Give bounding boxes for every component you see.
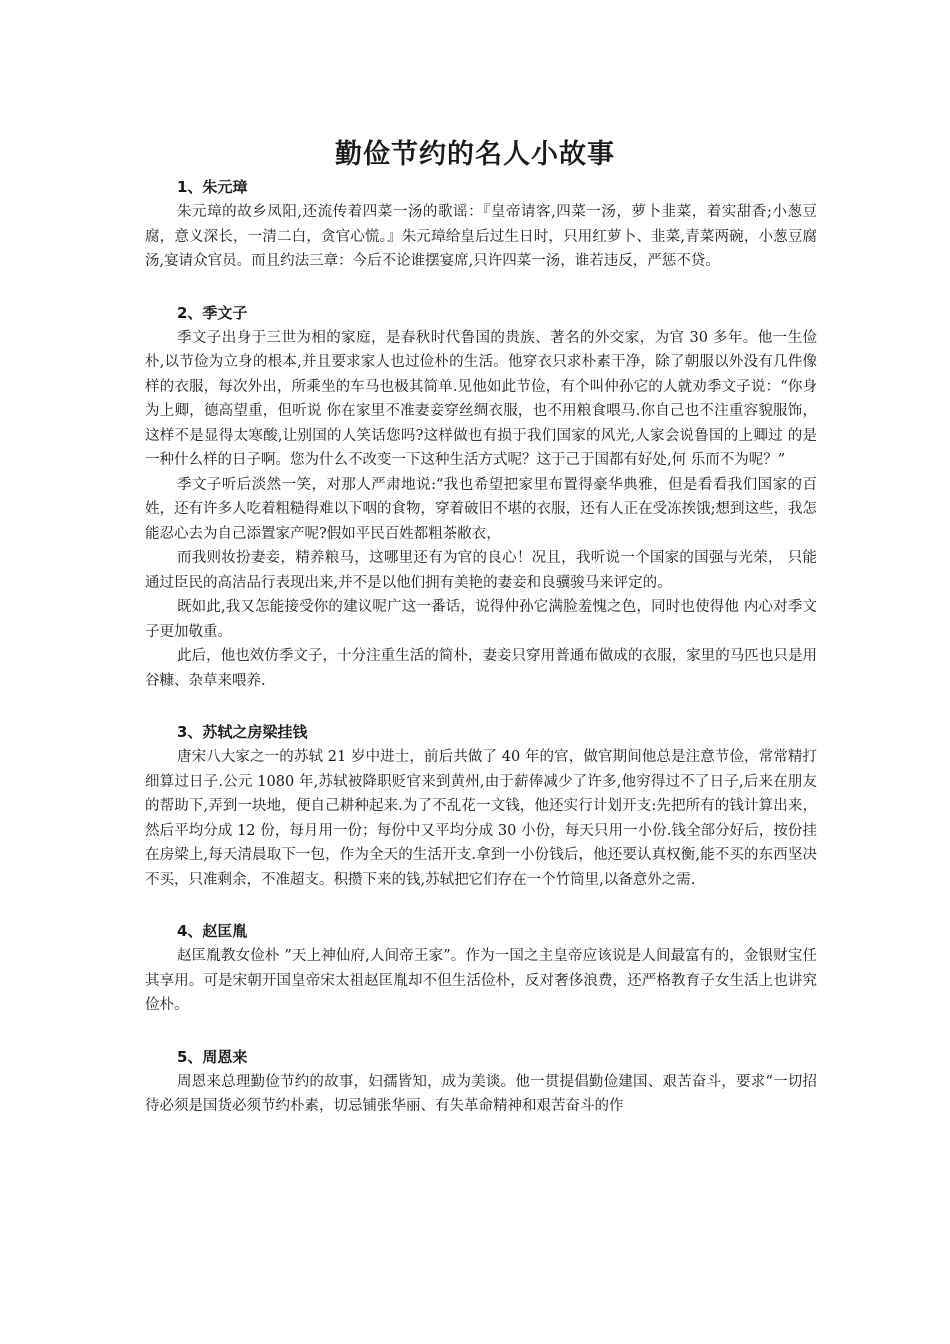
section-su-shi (145, 719, 817, 892)
section-heading: 4、赵匡胤 (177, 922, 248, 940)
section-zhao-kuangyin (145, 918, 817, 1018)
paragraph: 朱元璋的故乡凤阳,还流传着四菜一汤的歌谣：『皇帝请客,四菜一汤，萝卜韭菜，着实甜香;小葱豆腐，意义深长，一清二白，贪官心慌。』朱元璋给皇后过生日时，只用红萝卜、韭菜,青菜两碗，小葱豆腐汤,宴请众官员。而且约法三章：今后不论谁摆宴席,只许四菜一汤，谁若违反，严惩不贷。 (145, 204, 817, 269)
paragraph: 既如此,我又怎能接受你的建议呢广这一番话，说得仲孙它满脸羞愧之色，同时也使得他 内心对季文子更加敬重。 (145, 599, 817, 640)
paragraph: 周恩来总理勤俭节约的故事，妇孺皆知，成为美谈。他一贯提倡勤俭建国、艰苦奋斗，要求“一切招待必须是国货必须节约朴素，切忌铺张华丽、有失革命精神和艰苦奋斗的作 (145, 1073, 817, 1114)
paragraph: 赵匡胤教女俭朴 ”天上神仙府,人间帝王家”。作为一国之主皇帝应该说是人间最富有的，金银财宝任其享用。可是宋朝开国皇帝宋太祖赵匡胤却不但生活俭朴，反对奢侈浪费，还严格教育子女生活上也讲究俭朴。 (145, 948, 817, 1013)
section-heading: 1、朱元璋 (177, 178, 248, 196)
section-zhu-yuanzhang (145, 174, 817, 274)
section-heading: 5、周恩来 (177, 1047, 248, 1066)
paragraph: 此后，他也效仿季文子，十分注重生活的简朴，妻妾只穿用普通布做成的衣服，家里的马匹也只是用谷糠、杂草来喂养. (145, 648, 817, 689)
section-heading: 2、季文子 (177, 303, 248, 322)
document-title: 勤俭节约的名人小故事 (335, 139, 615, 170)
paragraph: 季文子听后淡然一笑，对那人严肃地说:“我也希望把家里布置得豪华典雅，但是看看我们国家的百姓，还有许多人吃着粗糙得难以下咽的食物，穿着破旧不堪的衣服，还有人正在受冻挨饿;想到这些，我怎能忍心去为自己添置家产呢?假如平民百姓都粗茶敝衣， (145, 476, 817, 542)
document-body (145, 174, 817, 1145)
section-heading: 3、苏轼之房梁挂钱 (177, 723, 308, 741)
paragraph: 唐宋八大家之一的苏轼 21 岁中进士，前后共做了 40 年的官，做官期间他总是注意节俭，常常精打细算过日子.公元 1080 年,苏轼被降职贬官来到黄州,由于薪俸减少了许多,他穷得过不了日子,后来在朋友的帮助下,弄到一块地，便自己耕种起来.为了不乱花一文钱，他还实行计划开支:先把所有的钱计算出来，然后平均分成 12 份，每月用一份；每份中又平均分成 30 小份，每天只用一小份.钱全部分好后，按份挂在房梁上,每天清晨取下一包，作为全天的生活开支.拿到一小份钱后，他还要认真权衡,能不买的东西坚决不买，只准剩余，不准超支。积攒下来的钱,苏轼把它们存在一个竹筒里,以备意外之需. (145, 749, 817, 888)
paragraph: 季文子出身于三世为相的家庭，是春秋时代鲁国的贵族、著名的外交家，为官 30 多年。他一生俭朴,以节俭为立身的根本,并且要求家人也过俭朴的生活。他穿衣只求朴素干净，除了朝服以外没有几件像样的衣服，每次外出，所乘坐的车马也极其简单.见他如此节俭，有个叫仲孙它的人就劝季文子说：“你身为上卿，德高望重，但听说 你在家里不准妻妾穿丝绸衣服，也不用粮食喂马.你自己也不注重容貌服饰，这样不是显得太寒酸,让别国的人笑话您吗?这样做也有损于我们国家的风光,人家会说鲁国的上卿过 的是一种什么样的日子啊。您为什么不改变一下这种生活方式呢？这于己于国都有好处,何 乐而不为呢？” (145, 329, 817, 468)
section-zhou-enlai (145, 1044, 817, 1119)
section-ji-wenzi (145, 300, 817, 694)
paragraph: 而我则妆扮妻妾，精养粮马，这哪里还有为官的良心！况且，我听说一个国家的国强与光荣， 只能通过臣民的高洁品行表现出来,并不是以他们拥有美艳的妻妾和良骥骏马来评定的。 (145, 550, 817, 591)
